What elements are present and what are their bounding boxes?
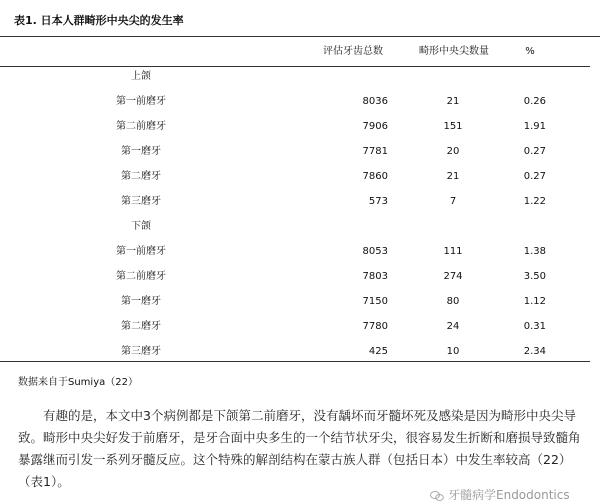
row-label: 第二前磨牙: [116, 121, 166, 132]
watermark-text: 牙髓病学Endodontics: [448, 488, 570, 502]
cell-count: 21: [446, 171, 460, 182]
cell-total: 7906: [362, 121, 388, 132]
cell-percent: 0.31: [523, 321, 546, 332]
row-label: 第二磨牙: [121, 171, 161, 182]
cell-total: 8036: [362, 96, 388, 107]
watermark: [430, 486, 570, 503]
cell-count: 111: [443, 246, 463, 257]
paragraph-line-3: 致髓角暴露继而引发一系列牙髓反应。这个特殊的解剖结构在蒙古族人群（包括日本）中发生率较: [18, 430, 581, 467]
cell-count: 80: [446, 296, 460, 307]
table-section-row: [0, 220, 600, 234]
table-row: [0, 295, 600, 309]
table-row: [0, 170, 600, 184]
cell-total: 7780: [362, 321, 388, 332]
row-label: 第一前磨牙: [116, 246, 166, 257]
paragraph-line-2: 导致。畸形中央尖好发于前磨牙，是牙合面中央多生的一个结节状牙尖，很容易发生折断和磨损导: [18, 408, 576, 445]
table-bottom-rule: [0, 361, 590, 362]
table-row: [0, 95, 600, 109]
cell-percent: 1.22: [523, 196, 546, 207]
table-top-rule: [0, 36, 600, 37]
table-row: [0, 320, 600, 334]
table-row: [0, 345, 600, 359]
cell-count: 10: [446, 346, 460, 357]
body-paragraph: [18, 405, 590, 493]
cell-count: 24: [446, 321, 460, 332]
cell-percent: 0.27: [523, 146, 546, 157]
row-label: 第一前磨牙: [116, 96, 166, 107]
cell-count: 20: [446, 146, 460, 157]
row-label: 第一磨牙: [121, 296, 161, 307]
table-row: [0, 120, 600, 134]
cell-total: 425: [368, 346, 388, 357]
cell-total: 7150: [362, 296, 388, 307]
cell-total: 573: [368, 196, 388, 207]
row-label: 第三磨牙: [121, 196, 161, 207]
cell-percent: 2.34: [523, 346, 546, 357]
wechat-icon: [430, 491, 444, 501]
header-count: 畸形中央尖数量: [419, 46, 489, 57]
cell-count: 274: [443, 271, 463, 282]
cell-percent: 3.50: [523, 271, 546, 282]
table-source: 数据来自于Sumiya（22）: [18, 377, 138, 388]
table-section-row: [0, 70, 600, 84]
table-row: [0, 145, 600, 159]
cell-total: 7781: [362, 146, 388, 157]
cell-percent: 1.38: [523, 246, 546, 257]
header-rule: [0, 66, 590, 67]
table-row: [0, 195, 600, 209]
cell-count: 21: [446, 96, 460, 107]
row-label: 上颌: [131, 71, 151, 82]
table-header: [0, 45, 600, 59]
row-label: 第三磨牙: [121, 346, 161, 357]
paragraph-line-4: 高（22）（表1）。: [18, 452, 572, 489]
cell-count: 151: [443, 121, 463, 132]
table-row: [0, 270, 600, 284]
row-label: 第一磨牙: [121, 146, 161, 157]
row-label: 下颌: [131, 221, 151, 232]
cell-total: 8053: [362, 246, 388, 257]
cell-percent: 0.26: [523, 96, 546, 107]
cell-total: 7803: [362, 271, 388, 282]
cell-total: 7860: [362, 171, 388, 182]
header-total: 评估牙齿总数: [323, 46, 383, 57]
cell-percent: 1.91: [523, 121, 546, 132]
cell-percent: 0.27: [523, 171, 546, 182]
row-label: 第二前磨牙: [116, 271, 166, 282]
table-row: [0, 245, 600, 259]
header-percent: %: [525, 46, 535, 57]
cell-count: 7: [449, 196, 457, 207]
cell-percent: 1.12: [523, 296, 546, 307]
table-title: 表1. 日本人群畸形中央尖的发生率: [14, 14, 184, 27]
row-label: 第二磨牙: [121, 321, 161, 332]
paragraph-line-1: 有趣的是，本文中3个病例都是下颌第二前磨牙，没有龋坏而牙髓坏死及感染是因为畸形中央尖: [43, 408, 564, 423]
